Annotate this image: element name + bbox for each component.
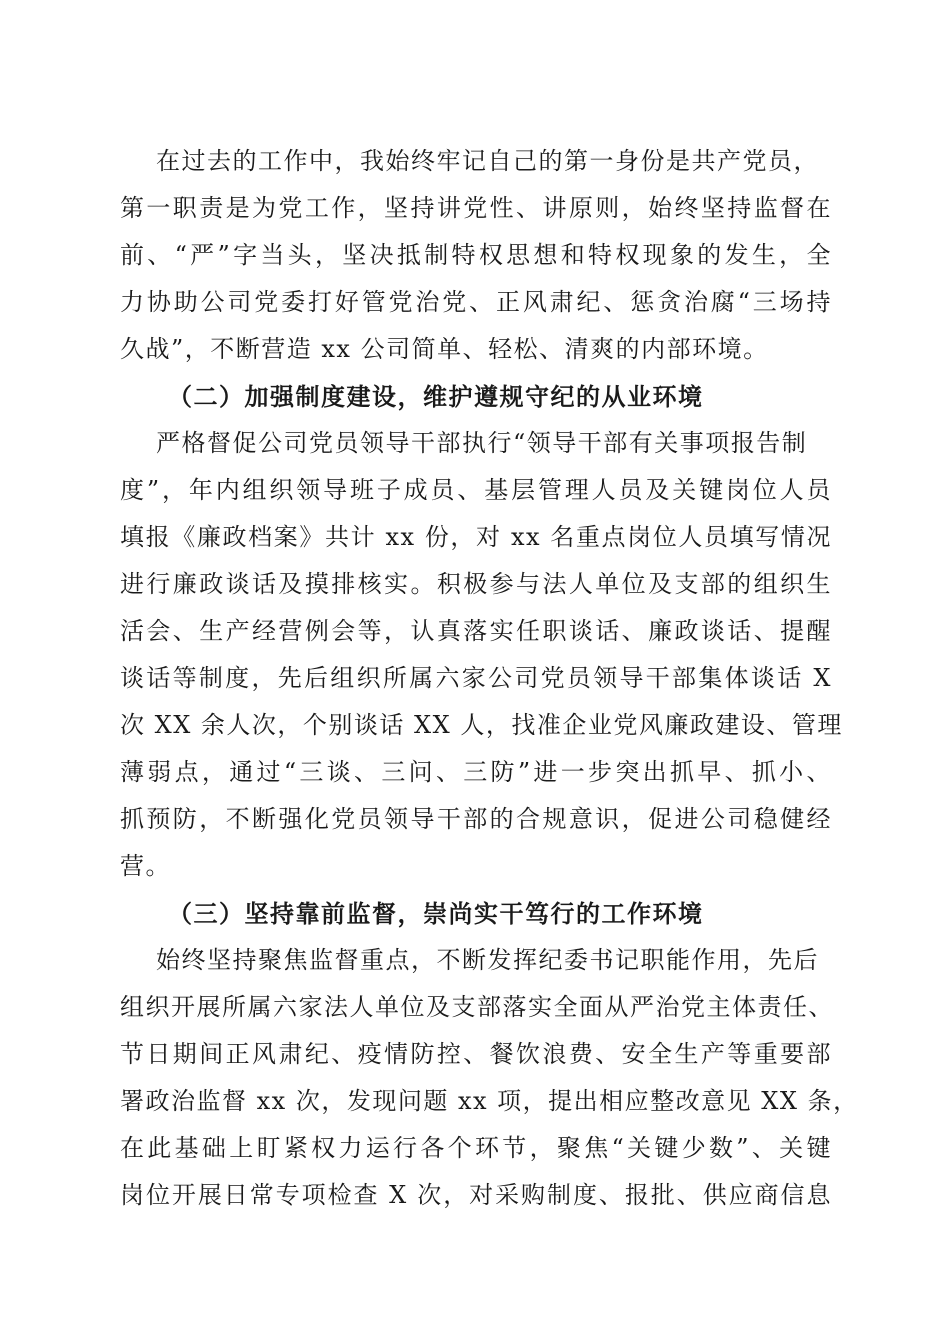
paragraph-line: 严格督促公司党员领导干部执行“领导干部有关事项报告制 [156,429,808,457]
paragraph-line: 薄弱点，通过“三谈、三问、三防”进一步突出抓早、抓小、 [120,758,832,786]
paragraph-line: 前、“严”字当头，坚决抵制特权思想和特权现象的发生，全 [120,241,832,269]
paragraph-line: 活会、生产经营例会等，认真落实任职谈话、廉政谈话、提醒 [120,617,832,645]
paragraph-line: 始终坚持聚焦监督重点，不断发挥纪委书记职能作用，先后 [156,946,819,974]
paragraph-line: 节日期间正风肃纪、疫情防控、餐饮浪费、安全生产等重要部 [120,1040,832,1068]
paragraph-line: 进行廉政谈话及摸排核实。积极参与法人单位及支部的组织生 [120,570,832,598]
paragraph-line: 抓预防，不断强化党员领导干部的合规意识，促进公司稳健经 [120,805,832,833]
paragraph-line: 营。 [120,852,171,880]
paragraph-line: 力协助公司党委打好管党治党、正风肃纪、惩贪治腐“三场持 [120,288,832,316]
paragraph-line: 第一职责是为党工作，坚持讲党性、讲原则，始终坚持监督在 [120,194,832,222]
section-heading: （三）坚持靠前监督，崇尚实干笃行的工作环境 [168,899,704,928]
section-heading: （二）加强制度建设，维护遵规守纪的从业环境 [168,382,704,411]
paragraph-line: 在此基础上盯紧权力运行各个环节，聚焦“关键少数”、关键 [120,1134,832,1162]
paragraph-line: 久战”，不断营造 xx 公司简单、轻松、清爽的内部环境。 [120,335,769,363]
paragraph-line: 在过去的工作中，我始终牢记自己的第一身份是共产党员， [156,147,819,175]
paragraph-line: 填报《廉政档案》共计 xx 份，对 xx 名重点岗位人员填写情况 [120,523,832,551]
paragraph-line: 署政治监督 xx 次，发现问题 xx 项，提出相应整改意见 XX 条， [120,1087,859,1115]
document-body [120,138,859,1219]
paragraph-line: 谈话等制度，先后组织所属六家公司党员领导干部集体谈话 X [120,664,832,692]
paragraph-line: 组织开展所属六家法人单位及支部落实全面从严治党主体责任、 [120,993,834,1021]
paragraph-line: 度”，年内组织领导班子成员、基层管理人员及关键岗位人员 [120,476,832,504]
paragraph-line: 次 XX 余人次，个别谈话 XX 人，找准企业党风廉政建设、管理 [120,711,843,739]
paragraph-line: 岗位开展日常专项检查 X 次，对采购制度、报批、供应商信息 [120,1181,832,1209]
